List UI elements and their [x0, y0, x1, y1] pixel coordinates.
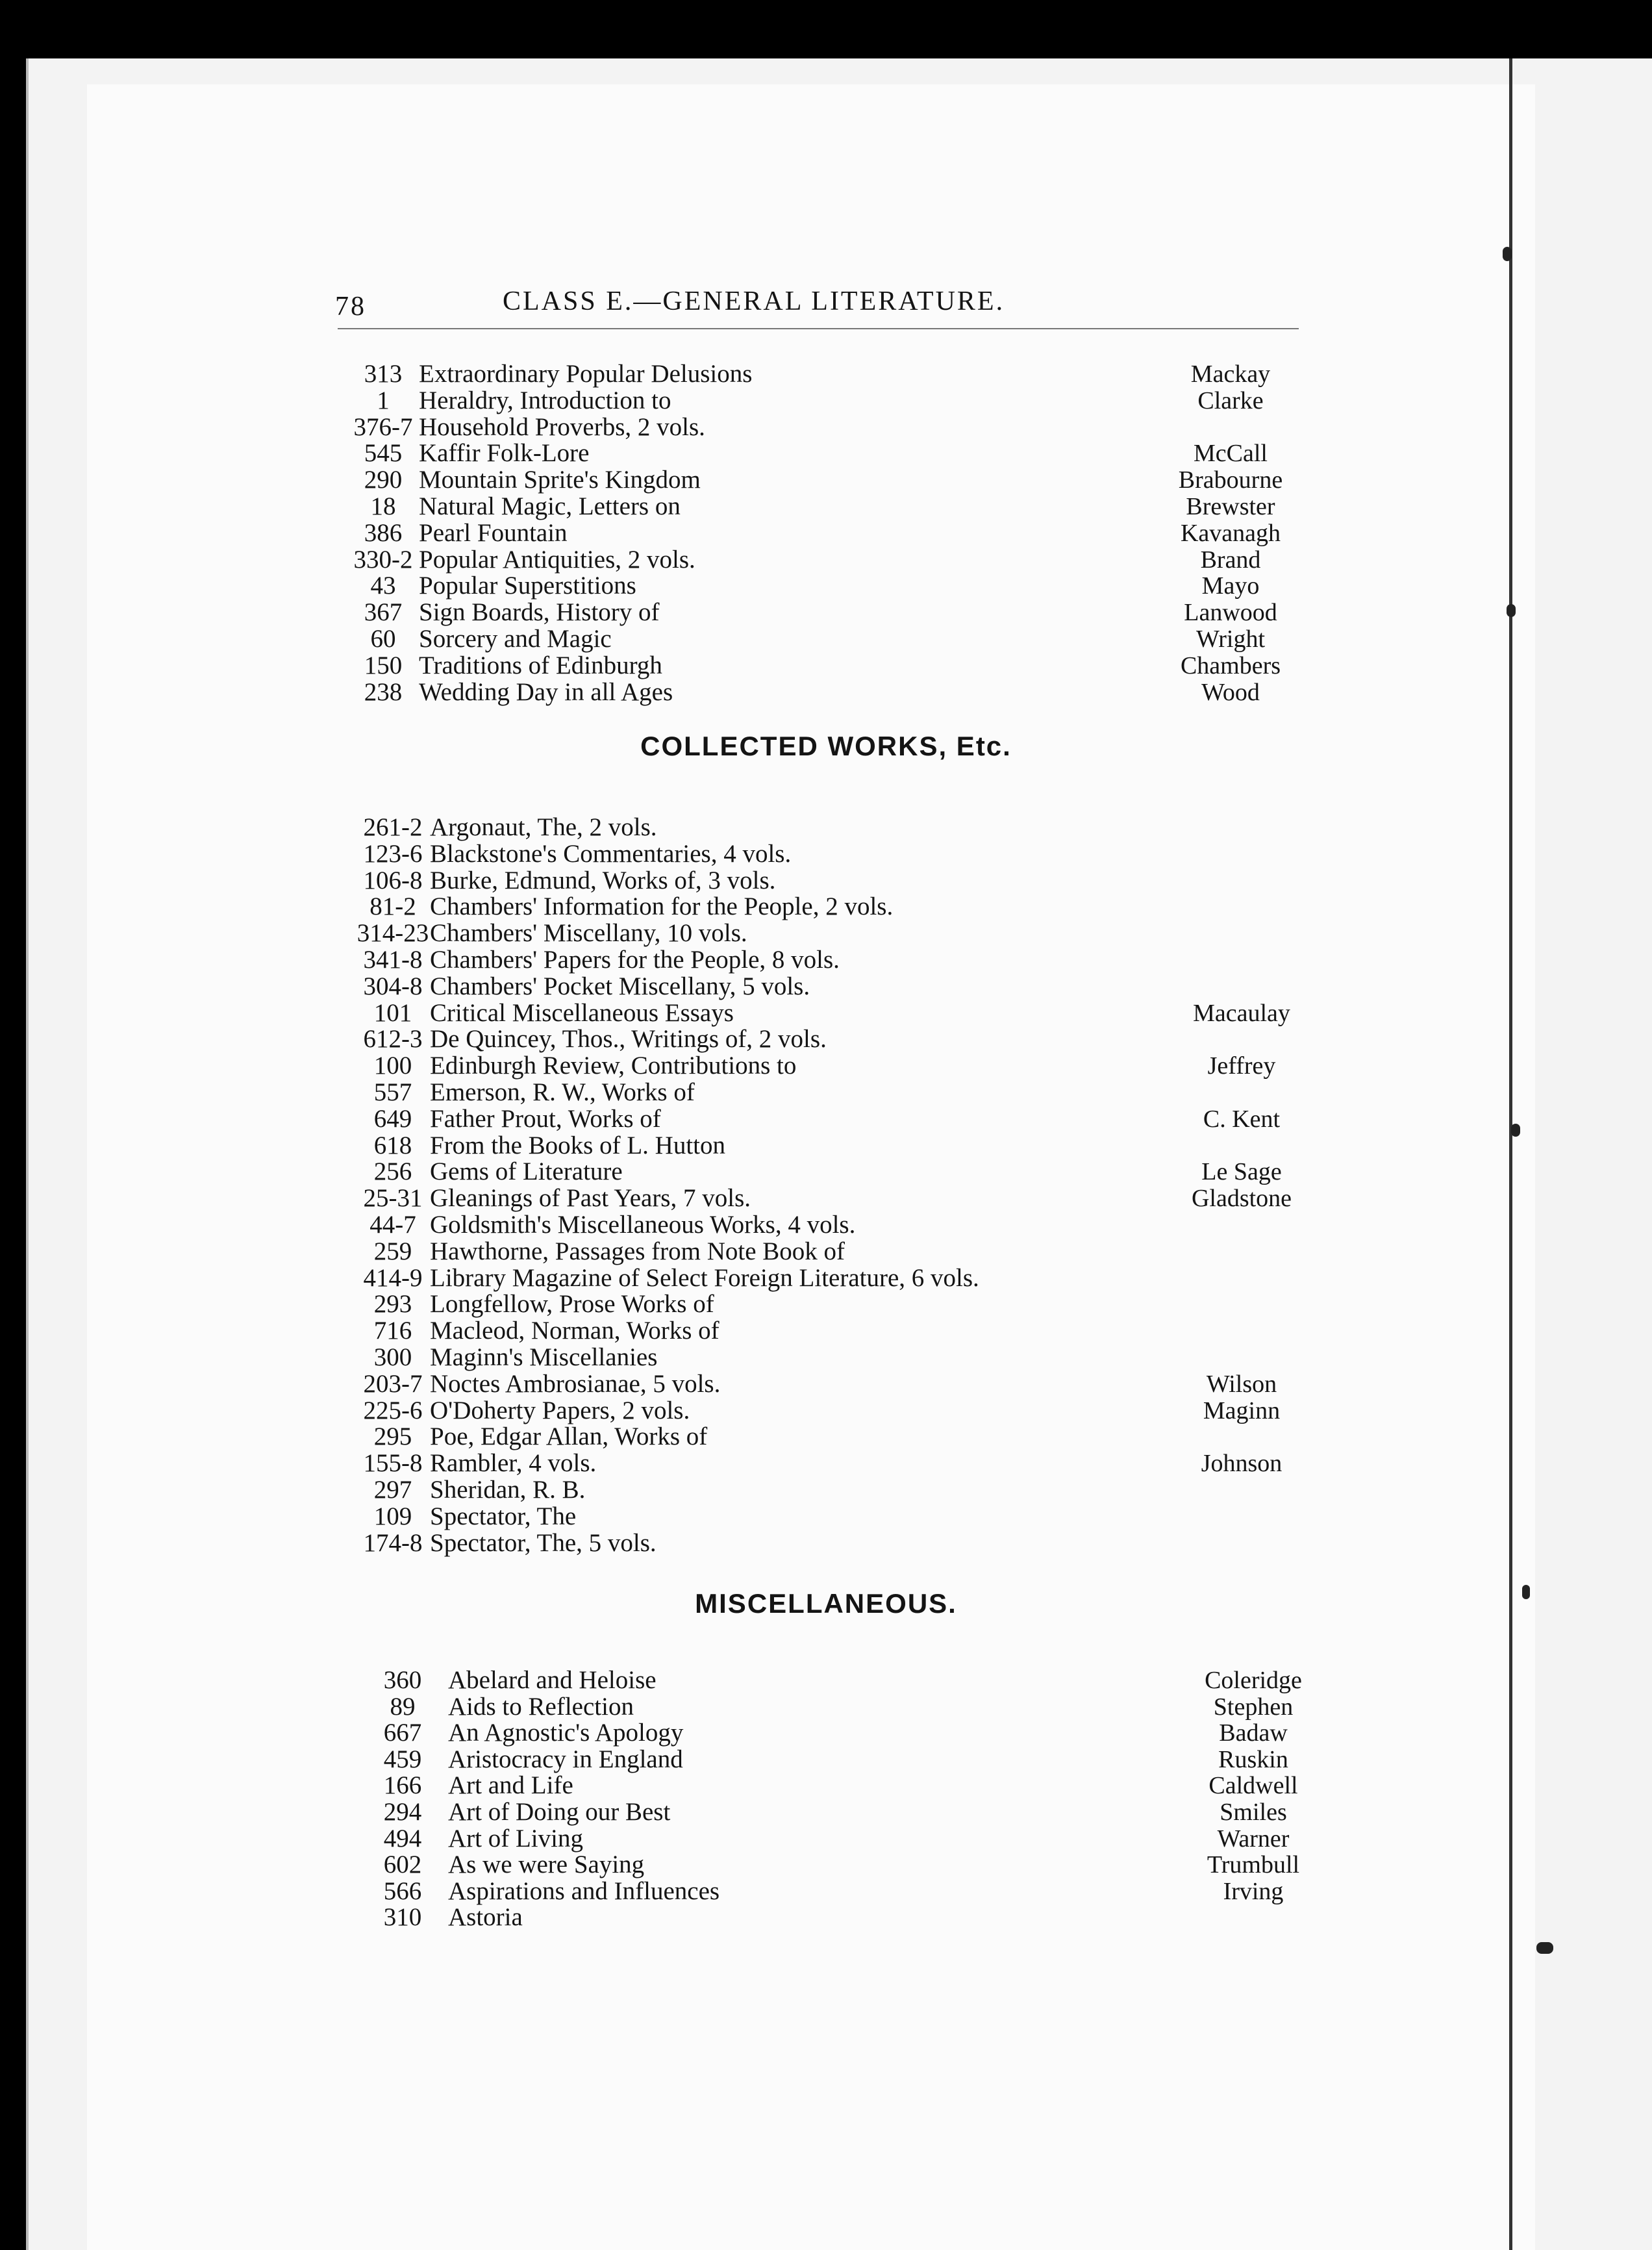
entry-number: 310: [383, 1903, 422, 1932]
entry-title: Popular Antiquities, 2 vols.: [419, 545, 695, 574]
entry-number: 166: [383, 1771, 422, 1800]
entry-number: 259: [373, 1237, 412, 1265]
entry-author: Smiles: [1220, 1799, 1287, 1826]
entry-number: 294: [383, 1798, 422, 1826]
entry-author: Wright: [1195, 626, 1266, 653]
entry-author: Maginn: [1203, 1397, 1281, 1424]
section-heading-collected-works: COLLECTED WORKS, Etc.: [640, 731, 1012, 761]
entry-title: Argonaut, The, 2 vols.: [430, 813, 657, 841]
entry-number: 100: [373, 1052, 412, 1080]
entry-number: 300: [373, 1343, 412, 1371]
entry-title: Extraordinary Popular Delusions: [419, 360, 753, 388]
entry-title: Macleod, Norman, Works of: [430, 1317, 720, 1345]
entry-title: Natural Magic, Letters on: [419, 492, 681, 520]
entry-title: Hawthorne, Passages from Note Book of: [430, 1237, 845, 1265]
binding-mark: [1507, 604, 1516, 617]
section-heading-miscellaneous: MISCELLANEOUS.: [695, 1588, 957, 1619]
entry-number: 123-6: [363, 839, 423, 868]
entry-title: Chambers' Pocket Miscellany, 5 vols.: [430, 972, 810, 1000]
entry-number: 89: [390, 1692, 416, 1721]
entry-title: Art of Living: [448, 1824, 583, 1852]
entry-author: McCall: [1194, 440, 1268, 468]
entry-title: Maginn's Miscellanies: [430, 1343, 658, 1371]
entry-author: C. Kent: [1203, 1105, 1281, 1133]
entry-title: Pearl Fountain: [419, 518, 568, 547]
binding-mark: [1503, 247, 1512, 261]
entry-author: Johnson: [1201, 1450, 1283, 1478]
entry-title: Edinburgh Review, Contributions to: [430, 1052, 797, 1080]
entry-author: Ruskin: [1218, 1745, 1288, 1773]
entry-title: Chambers' Information for the People, 2 vols.: [430, 892, 894, 921]
entry-title: Sheridan, R. B.: [430, 1476, 586, 1504]
entry-title: Burke, Edmund, Works of, 3 vols.: [430, 866, 776, 894]
entry-author: Lanwood: [1184, 599, 1277, 627]
entry-number: 18: [370, 492, 396, 520]
entry-title: Sign Boards, History of: [419, 598, 660, 627]
entry-title: Aids to Reflection: [448, 1692, 634, 1721]
entry-title: Rambler, 4 vols.: [430, 1449, 597, 1478]
entry-author: Brabourne: [1178, 466, 1283, 494]
entry-author: Warner: [1217, 1825, 1290, 1852]
entry-number: 43: [370, 572, 396, 600]
entry-title: Aspirations and Influences: [448, 1877, 720, 1905]
entry-number: 1: [377, 386, 390, 414]
entry-number: 459: [383, 1745, 422, 1773]
entry-author: Brand: [1200, 546, 1261, 574]
entry-number: 297: [373, 1476, 412, 1504]
entry-title: Household Proverbs, 2 vols.: [419, 412, 705, 441]
entry-number: 602: [383, 1851, 422, 1879]
entry-title: Art and Life: [448, 1771, 573, 1800]
entry-author: Badaw: [1219, 1719, 1288, 1747]
entry-author: Coleridge: [1205, 1667, 1302, 1694]
entry-number: 545: [364, 439, 403, 468]
entry-number: 293: [373, 1290, 412, 1319]
entry-title: Art of Doing our Best: [448, 1798, 671, 1826]
page-header: [335, 286, 1303, 331]
entry-title: From the Books of L. Hutton: [430, 1131, 725, 1159]
entry-number: 290: [364, 466, 403, 494]
entry-title: O'Doherty Papers, 2 vols.: [430, 1396, 690, 1424]
entry-number: 314-23: [357, 919, 429, 948]
entry-number: 330-2: [353, 545, 413, 574]
entry-number: 649: [373, 1104, 412, 1133]
entry-number: 60: [370, 625, 396, 653]
entry-number: 386: [364, 518, 403, 547]
scanned-page-background: [26, 58, 1652, 2250]
entry-title: Spectator, The: [430, 1502, 577, 1530]
entry-title: Mountain Sprite's Kingdom: [419, 466, 701, 494]
entry-number: 557: [373, 1078, 412, 1106]
binding-edge: [1509, 58, 1532, 2250]
entry-author: Brewster: [1186, 493, 1275, 520]
entry-number: 44-7: [369, 1211, 416, 1239]
entry-title: Sorcery and Magic: [419, 625, 612, 653]
entry-number: 106-8: [363, 866, 423, 894]
entry-number: 304-8: [363, 972, 423, 1000]
entry-author: Irving: [1223, 1877, 1284, 1905]
entry-title: Blackstone's Commentaries, 4 vols.: [430, 839, 792, 868]
entry-title: Poe, Edgar Allan, Works of: [430, 1422, 708, 1451]
entry-number: 667: [383, 1719, 422, 1747]
entry-title: Heraldry, Introduction to: [419, 386, 671, 414]
entry-title: Library Magazine of Select Foreign Literature, 6 vols.: [430, 1263, 979, 1292]
binding-mark: [1536, 1942, 1553, 1954]
entry-title: Critical Miscellaneous Essays: [430, 998, 734, 1027]
entry-title: Chambers' Papers for the People, 8 vols.: [430, 946, 840, 974]
entry-number: 101: [373, 998, 412, 1027]
entry-title: Father Prout, Works of: [430, 1104, 661, 1133]
entry-title: Popular Superstitions: [419, 572, 636, 600]
entry-number: 155-8: [363, 1449, 423, 1478]
entry-number: 618: [373, 1131, 412, 1159]
entry-author: Le Sage: [1201, 1158, 1282, 1186]
entry-author: Mackay: [1190, 360, 1271, 388]
entry-author: Gladstone: [1191, 1185, 1292, 1213]
binding-mark: [1511, 1124, 1520, 1137]
entry-author: Trumbull: [1207, 1851, 1300, 1879]
entry-title: Chambers' Miscellany, 10 vols.: [430, 919, 747, 948]
entry-number: 367: [364, 598, 403, 627]
entry-number: 414-9: [363, 1263, 423, 1292]
entry-number: 261-2: [363, 813, 423, 841]
entry-title: Noctes Ambrosianae, 5 vols.: [430, 1369, 721, 1398]
entry-number: 225-6: [363, 1396, 423, 1424]
entry-number: 174-8: [363, 1528, 423, 1557]
entry-title: Wedding Day in all Ages: [419, 677, 673, 706]
entry-author: Kavanagh: [1180, 519, 1281, 547]
entry-author: Mayo: [1201, 572, 1260, 600]
entry-number: 256: [373, 1157, 412, 1186]
entry-number: 341-8: [363, 946, 423, 974]
entry-author: Chambers: [1180, 651, 1281, 679]
entry-number: 494: [383, 1824, 422, 1852]
entry-author: Stephen: [1213, 1693, 1294, 1721]
entry-number: 150: [364, 651, 403, 679]
entry-number: 612-3: [363, 1025, 423, 1054]
entry-title: Astoria: [448, 1903, 523, 1932]
entry-author: Wood: [1201, 678, 1260, 706]
entry-author: Clarke: [1197, 386, 1264, 414]
entry-number: 203-7: [363, 1369, 423, 1398]
header-rule: [338, 328, 1299, 329]
entry-title: Abelard and Heloise: [448, 1666, 657, 1694]
entry-number: 566: [383, 1877, 422, 1905]
entry-author: Wilson: [1206, 1370, 1277, 1398]
entry-title: De Quincey, Thos., Writings of, 2 vols.: [430, 1025, 827, 1054]
entry-number: 716: [373, 1317, 412, 1345]
entry-number: 81-2: [369, 892, 416, 921]
entry-title: Gleanings of Past Years, 7 vols.: [430, 1184, 751, 1213]
entry-number: 109: [373, 1502, 412, 1530]
entry-number: 313: [364, 360, 403, 388]
entry-title: As we were Saying: [448, 1851, 645, 1879]
entry-title: Emerson, R. W., Works of: [430, 1078, 695, 1106]
entry-title: Traditions of Edinburgh: [419, 651, 662, 679]
entry-title: Spectator, The, 5 vols.: [430, 1528, 657, 1557]
entry-author: Caldwell: [1208, 1772, 1298, 1800]
entry-title: An Agnostic's Apology: [448, 1719, 684, 1747]
entry-number: 25-31: [363, 1184, 423, 1213]
entry-number: 376-7: [353, 412, 413, 441]
entry-title: Longfellow, Prose Works of: [430, 1290, 714, 1319]
page-number: 78: [335, 292, 366, 322]
entry-number: 238: [364, 677, 403, 706]
entry-author: Jeffrey: [1207, 1052, 1276, 1080]
entry-title: Kaffir Folk-Lore: [419, 439, 590, 468]
class-title: CLASS E.—GENERAL LITERATURE.: [503, 286, 1005, 316]
entry-number: 295: [373, 1422, 412, 1451]
entry-number: 360: [383, 1666, 422, 1694]
entry-title: Aristocracy in England: [448, 1745, 683, 1773]
entry-title: Goldsmith's Miscellaneous Works, 4 vols.: [430, 1211, 856, 1239]
entry-author: Macaulay: [1193, 999, 1290, 1027]
entry-title: Gems of Literature: [430, 1157, 623, 1186]
